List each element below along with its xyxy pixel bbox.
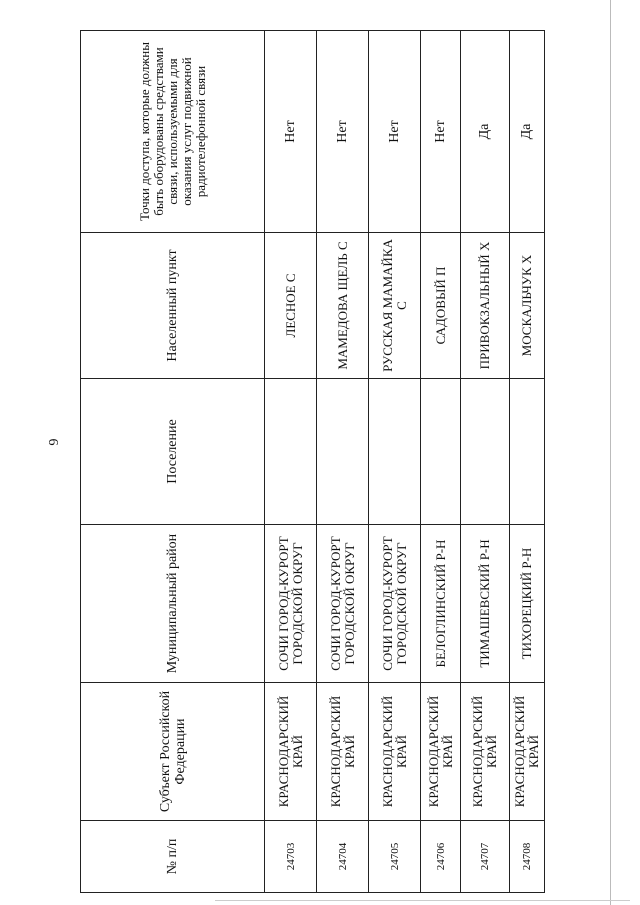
table-header-row <box>81 31 265 893</box>
cell-number: 24703 <box>265 821 317 893</box>
cell-settlement <box>461 379 510 525</box>
cell-locality: САДОВЫЙ П <box>421 233 461 379</box>
cell-access: Да <box>510 31 545 233</box>
table-row <box>369 31 421 893</box>
cell-district: СОЧИ ГОРОД-КУРОРТ ГОРОДСКОЙ ОКРУГ <box>317 525 369 683</box>
cell-number: 24704 <box>317 821 369 893</box>
cell-access: Да <box>461 31 510 233</box>
header-access-points: Точки доступа, которые должны быть оборудованы средствами связи, используемыми для оказания услуг подвижной радиотелефонной связи <box>81 31 265 233</box>
cell-access: Нет <box>421 31 461 233</box>
access-points-table <box>80 30 545 893</box>
cell-access: Нет <box>265 31 317 233</box>
cell-locality: МАМЕДОВА ЩЕЛЬ С <box>317 233 369 379</box>
rotated-table-container <box>80 31 541 893</box>
cell-subject: КРАСНОДАРСКИЙ КРАЙ <box>317 683 369 821</box>
cell-number: 24705 <box>369 821 421 893</box>
cell-district: СОЧИ ГОРОД-КУРОРТ ГОРОДСКОЙ ОКРУГ <box>265 525 317 683</box>
cell-settlement <box>265 379 317 525</box>
header-number: № п/п <box>81 821 265 893</box>
cell-subject: КРАСНОДАРСКИЙ КРАЙ <box>265 683 317 821</box>
cell-locality: ПРИВОКЗАЛЬНЫЙ Х <box>461 233 510 379</box>
cell-access: Нет <box>317 31 369 233</box>
cell-locality: РУССКАЯ МАМАЙКА С <box>369 233 421 379</box>
scan-edge-line <box>610 0 611 905</box>
cell-settlement <box>369 379 421 525</box>
header-settlement: Поселение <box>81 379 265 525</box>
cell-district: БЕЛОГЛИНСКИЙ Р-Н <box>421 525 461 683</box>
cell-subject: КРАСНОДАРСКИЙ КРАЙ <box>421 683 461 821</box>
table-row <box>317 31 369 893</box>
cell-number: 24707 <box>461 821 510 893</box>
cell-access: Нет <box>369 31 421 233</box>
cell-subject: КРАСНОДАРСКИЙ КРАЙ <box>369 683 421 821</box>
cell-locality: ЛЕСНОЕ С <box>265 233 317 379</box>
cell-settlement <box>510 379 545 525</box>
table-row <box>461 31 510 893</box>
cell-settlement <box>317 379 369 525</box>
cell-subject: КРАСНОДАРСКИЙ КРАЙ <box>510 683 545 821</box>
cell-district: ТИХОРЕЦКИЙ Р-Н <box>510 525 545 683</box>
header-subject: Субъект Российской Федерации <box>81 683 265 821</box>
cell-subject: КРАСНОДАРСКИЙ КРАЙ <box>461 683 510 821</box>
table-row <box>510 31 545 893</box>
cell-locality: МОСКАЛЬЧУК Х <box>510 233 545 379</box>
header-district: Муниципальный район <box>81 525 265 683</box>
table-row <box>265 31 317 893</box>
table-row <box>421 31 461 893</box>
cell-number: 24706 <box>421 821 461 893</box>
page-number: 6 <box>45 438 60 446</box>
header-locality: Населенный пункт <box>81 233 265 379</box>
cell-number: 24708 <box>510 821 545 893</box>
cell-settlement <box>421 379 461 525</box>
cell-district: СОЧИ ГОРОД-КУРОРТ ГОРОДСКОЙ ОКРУГ <box>369 525 421 683</box>
cell-district: ТИМАШЕВСКИЙ Р-Н <box>461 525 510 683</box>
scan-bottom-line <box>215 900 630 901</box>
